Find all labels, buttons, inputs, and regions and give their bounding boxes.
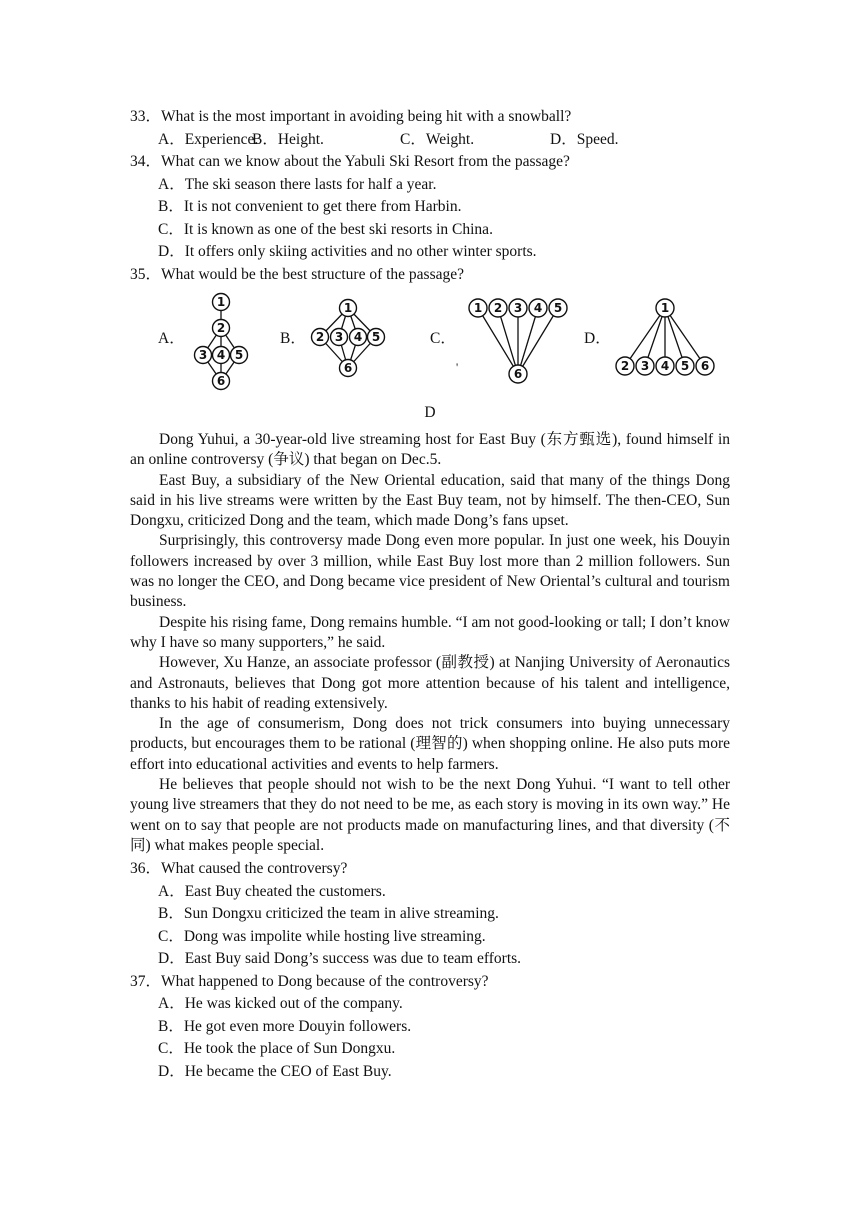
diagram-a-label: A．	[158, 330, 185, 347]
svg-text:2: 2	[216, 321, 226, 335]
svg-text:1: 1	[216, 295, 226, 309]
option-a: A．East Buy cheated the customers.	[158, 882, 386, 900]
svg-text:3: 3	[198, 348, 208, 362]
option-c: C．Weight.	[400, 130, 475, 148]
stray-mark: '	[456, 360, 459, 374]
passage-paragraph: East Buy, a subsidiary of the New Oriental education, said that many of the things Dong said in his live streams were written by the East Buy team, not by himself. The then-CEO, Sun Dongxu, criticized Dong and the team, which made Dong’s fans upset.	[130, 471, 730, 530]
svg-text:5: 5	[234, 348, 244, 362]
svg-text:6: 6	[216, 374, 226, 388]
svg-text:4: 4	[216, 348, 226, 362]
structure-diagram-a	[188, 292, 258, 402]
exam-page	[130, 106, 730, 1083]
svg-text:5: 5	[680, 359, 690, 373]
passage-paragraph: Surprisingly, this controversy made Dong even more popular. In just one week, his Douyin followers increased by over 3 million, while East Buy lost more than 2 million followers. Sun was no longer the CEO, and Dong became vice president of New Oriental’s cultural and tourism business.	[130, 532, 730, 611]
option-b: B．Height.	[252, 130, 324, 148]
question-33-stem: 33．What is the most important in avoiding being hit with a snowball?	[130, 108, 572, 125]
diagram-b-label: B．	[280, 330, 306, 347]
svg-text:2: 2	[493, 301, 503, 315]
svg-text:1: 1	[343, 301, 353, 315]
svg-text:3: 3	[334, 330, 344, 344]
svg-text:1: 1	[473, 301, 483, 315]
passage-paragraph: He believes that people should not wish to be the next Dong Yuhui. “I want to tell other young live streamers that they do not need to be me, as each story is moving in its own way.” He went on to say that people are not products made on manufacturing lines, and that diversity (不同) what makes people special.	[130, 776, 730, 854]
option-a: A．He was kicked out of the company.	[158, 995, 403, 1013]
structure-diagrams	[130, 288, 730, 400]
question-33-options	[130, 129, 730, 152]
svg-text:6: 6	[700, 359, 710, 373]
diagram-d-label: D．	[584, 330, 611, 347]
option-c: C．Dong was impolite while hosting live streaming.	[158, 927, 486, 945]
option-a: A．Experience.	[158, 130, 259, 148]
svg-text:6: 6	[343, 361, 353, 375]
svg-text:2: 2	[620, 359, 630, 373]
option-d: D．Speed.	[550, 130, 619, 148]
svg-text:1: 1	[660, 301, 670, 315]
option-d: D．East Buy said Dong’s success was due to team efforts.	[158, 950, 522, 968]
option-b: B．He got even more Douyin followers.	[158, 1017, 412, 1035]
svg-text:5: 5	[553, 301, 563, 315]
passage-paragraph: Despite his rising fame, Dong remains humble. “I am not good-looking or tall; I don’t know why I have so many supporters,” he said.	[130, 613, 730, 651]
svg-text:3: 3	[640, 359, 650, 373]
diagram-c-label: C．	[430, 330, 456, 347]
structure-diagram-c	[462, 296, 574, 390]
svg-text:6: 6	[513, 367, 523, 381]
svg-text:4: 4	[660, 359, 670, 373]
option-c: C．It is known as one of the best ski resorts in China.	[158, 220, 493, 238]
passage-paragraph: Dong Yuhui, a 30-year-old live streaming host for East Buy (东方甄选), found himself in an online controversy (争议) that began on Dec.5.	[130, 431, 730, 469]
reading-passage	[130, 430, 730, 856]
option-b: B．It is not convenient to get there from Harbin.	[158, 198, 462, 215]
option-c: C．He took the place of Sun Dongxu.	[158, 1040, 396, 1058]
passage-paragraph: However, Xu Hanze, an associate professor (副教授) at Nanjing University of Aeronautics and Astronauts, believes that Dong got more attention because of his talent and intelligence, thanks to his habit of reading extensively.	[130, 654, 730, 712]
section-heading-d: D	[424, 404, 436, 421]
question-36-stem: 36．What caused the controversy?	[130, 860, 348, 878]
question-37-stem: 37．What happened to Dong because of the controversy?	[130, 972, 489, 990]
svg-text:4: 4	[533, 301, 543, 315]
question-35-stem: 35．What would be the best structure of the passage?	[130, 265, 465, 283]
option-d: D．It offers only skiing activities and no other winter sports.	[158, 243, 537, 260]
svg-text:5: 5	[371, 330, 381, 344]
structure-diagram-b	[306, 296, 396, 386]
structure-diagram-d	[612, 296, 716, 386]
option-d: D．He became the CEO of East Buy.	[158, 1062, 392, 1080]
question-34-stem: 34．What can we know about the Yabuli Ski Resort from the passage?	[130, 153, 570, 170]
option-b: B．Sun Dongxu criticized the team in alive streaming.	[158, 905, 499, 923]
passage-paragraph: In the age of consumerism, Dong does not trick consumers into buying unnecessary products, but encourages them to be rational (理智的) when shopping online. He also puts more effort into educational activities and events to help farmers.	[130, 715, 730, 773]
svg-text:3: 3	[513, 301, 523, 315]
svg-text:4: 4	[353, 330, 363, 344]
option-a: A．The ski season there lasts for half a year.	[158, 175, 437, 193]
svg-text:2: 2	[315, 330, 325, 344]
